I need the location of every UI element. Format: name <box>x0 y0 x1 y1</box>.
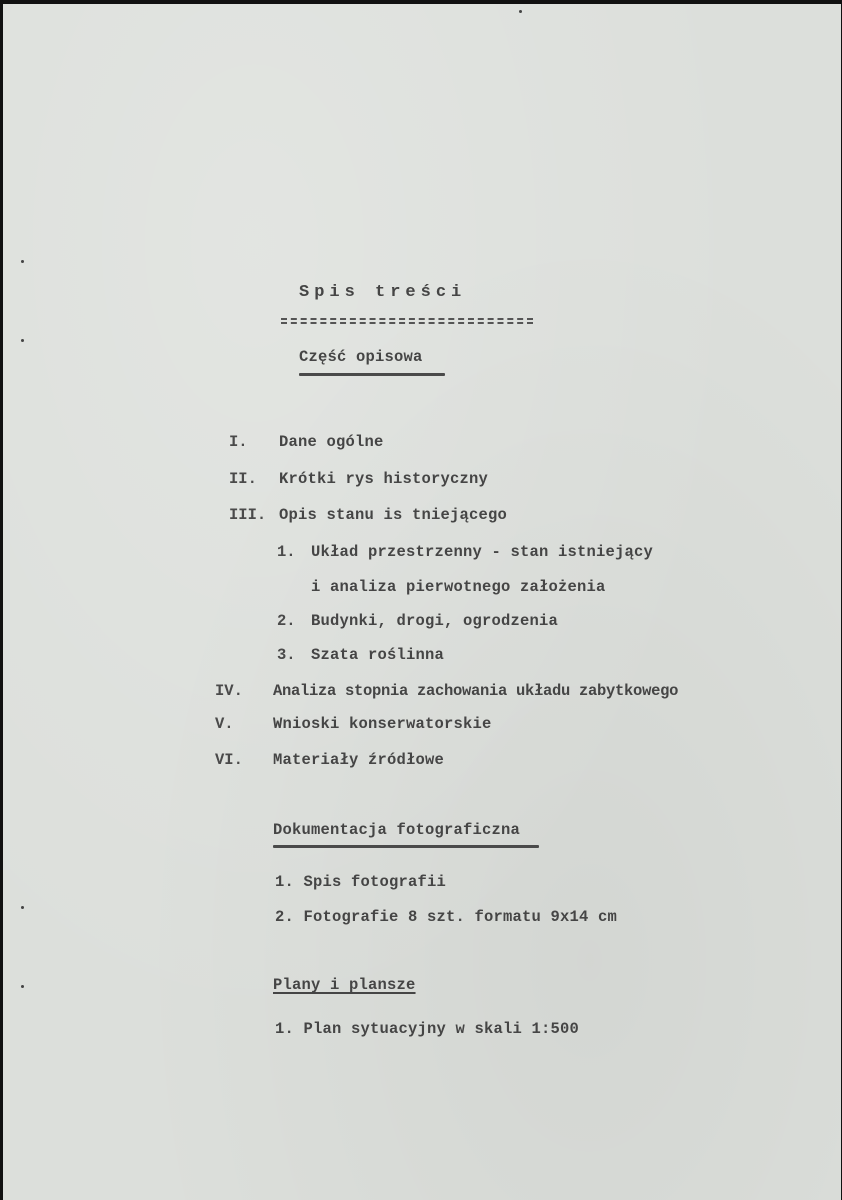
list-item: 1. Spis fotografii <box>275 873 447 891</box>
list-item: Układ przestrzenny - stan istniejący <box>311 543 654 561</box>
list-item: Szata roślinna <box>311 646 445 664</box>
item-number: VI. <box>215 751 243 769</box>
list-item: Krótki rys historyczny <box>279 470 489 488</box>
item-number: II. <box>229 470 257 488</box>
speck-mark <box>21 985 24 988</box>
speck-mark <box>519 10 522 13</box>
item-number: IV. <box>215 682 243 700</box>
heading-underline <box>299 373 445 376</box>
list-item: Opis stanu is tniejącego <box>279 506 508 524</box>
list-item: Analiza stopnia zachowania układu zabytkowego <box>273 682 679 700</box>
document-page <box>3 4 841 1200</box>
list-item: Wnioski konserwatorskie <box>273 715 492 733</box>
item-number: III. <box>229 506 267 524</box>
item-number: V. <box>215 715 234 733</box>
speck-mark <box>21 260 24 263</box>
list-item: 2. Fotografie 8 szt. formatu 9x14 cm <box>275 908 618 926</box>
section-heading-plans: Plany i plansze <box>273 976 416 994</box>
sub-item-number: 2. <box>277 612 296 630</box>
sub-item-number: 3. <box>277 646 296 664</box>
list-item: Dane ogólne <box>279 433 384 451</box>
page-title: Spis treści <box>299 283 467 302</box>
title-double-rule <box>281 318 533 324</box>
section-heading-photo: Dokumentacja fotograficzna <box>273 821 521 839</box>
list-item: Budynki, drogi, ogrodzenia <box>311 612 559 630</box>
speck-mark <box>21 339 24 342</box>
list-item: 1. Plan sytuacyjny w skali 1:500 <box>275 1020 580 1038</box>
section-heading-descriptive: Część opisowa <box>299 348 423 366</box>
sub-item-number: 1. <box>277 543 296 561</box>
list-item: i analiza pierwotnego założenia <box>311 578 606 596</box>
item-number: I. <box>229 433 248 451</box>
speck-mark <box>21 906 24 909</box>
list-item: Materiały źródłowe <box>273 751 445 769</box>
heading-underline <box>273 845 539 848</box>
